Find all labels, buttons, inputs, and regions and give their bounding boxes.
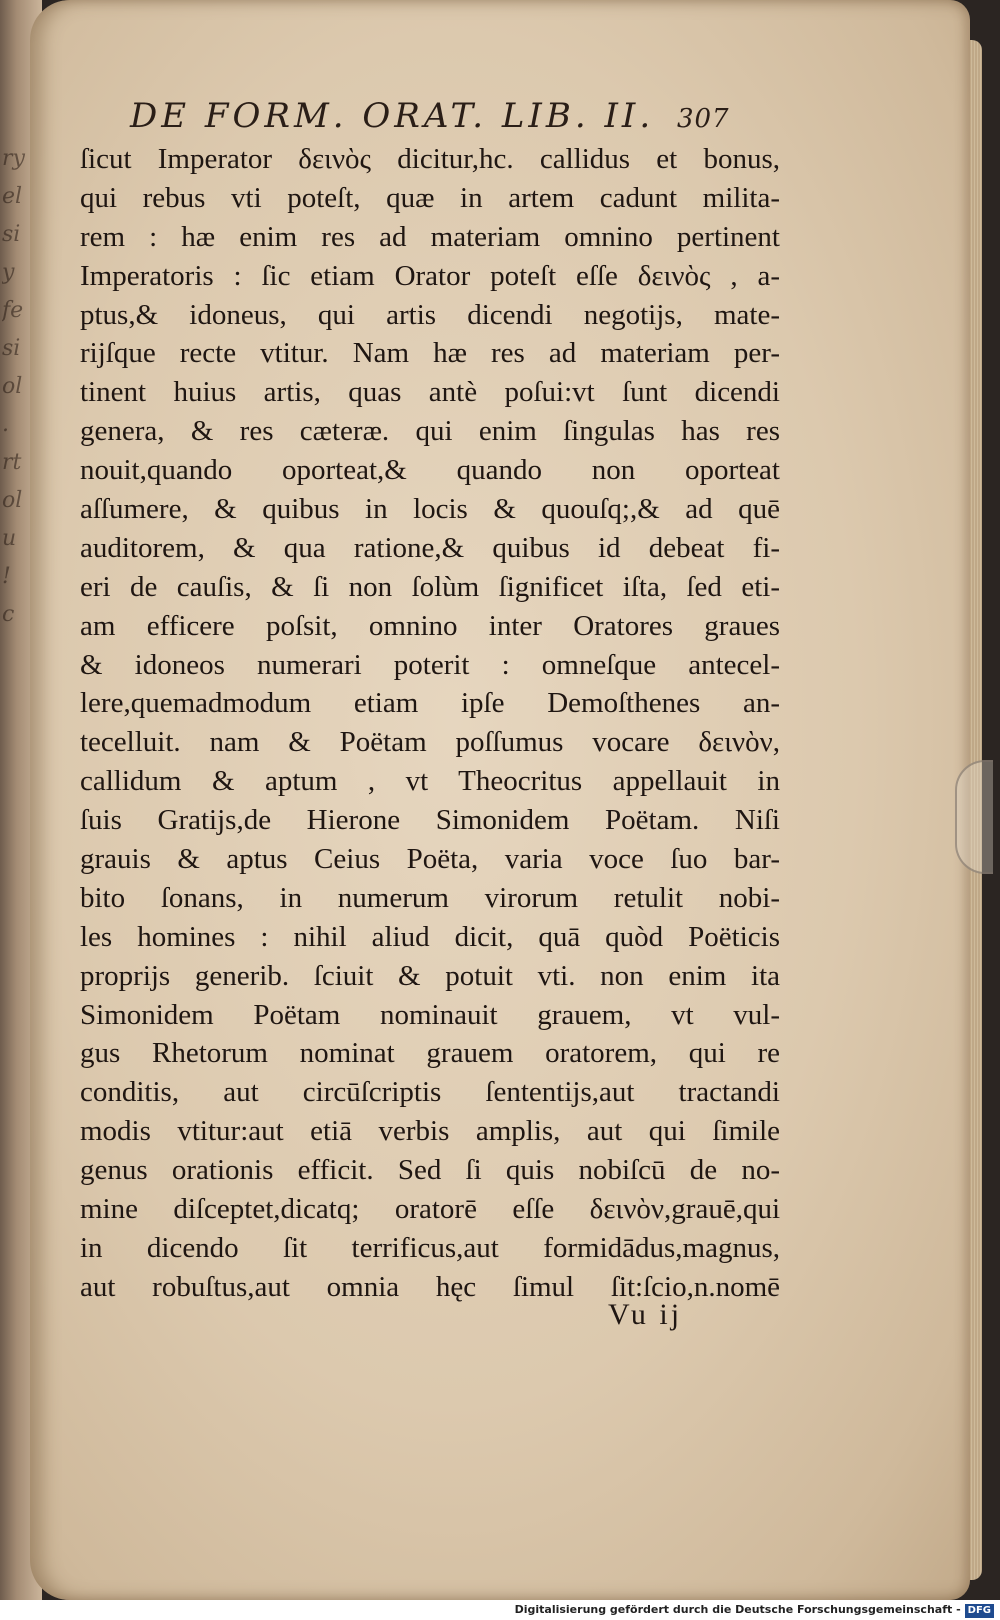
text-line: grauis & aptus Ceius Poëta, varia voce ſuo bar-	[80, 843, 780, 876]
text-line: callidum & aptum , vt Theocritus appellauit in	[80, 765, 780, 798]
digitization-credit	[0, 1600, 1000, 1620]
book-page	[30, 0, 970, 1600]
text-line: rijſque recte vtitur. Nam hæ res ad materiam per-	[80, 337, 780, 370]
text-line: auditorem, & qua ratione,& quibus id debeat fi-	[80, 531, 780, 564]
text-line: ptus,& idoneus, qui artis dicendi negotijs, mate-	[80, 298, 780, 331]
page-clip	[955, 760, 993, 874]
text-line: eri de cauſis, & ſi non ſolùm ſignificet iſta, ſed eti-	[80, 570, 780, 603]
dfg-logo: DFG	[965, 1604, 994, 1618]
text-line: in dicendo ſit terrificus,aut formidādus,magnus,	[80, 1231, 780, 1264]
text-line: lere,quemadmodum etiam ipſe Demoſthenes an-	[80, 687, 780, 720]
text-line: Imperatoris : ſic etiam Orator poteſt eſſe δεινὸς , a-	[80, 259, 780, 292]
running-title: DE FORM. ORAT. LIB. II.	[130, 96, 655, 136]
text-line: tecelluit. nam & Poëtam poſſumus vocare δεινὸν,	[80, 726, 780, 759]
text-line: ſicut Imperator δεινὸς dicitur,hc. callidus et bonus,	[80, 143, 780, 175]
text-line: mine diſceptet,dicatq; oratorē eſſe δεινὸν,grauē,qui	[80, 1193, 780, 1226]
text-line: aſſumere, & quibus in locis & quouſq;,& ad quē	[80, 493, 780, 526]
text-line: tinent huius artis, quas antè poſui:vt ſunt dicendi	[80, 376, 780, 409]
facing-page-text-fragments: ry el si y fe si ol . rt ol u ! c	[2, 146, 25, 627]
text-line: conditis, aut circūſcriptis ſententijs,aut tractandi	[80, 1076, 780, 1109]
text-line: & idoneos numerari poterit : omneſque antecel-	[80, 648, 780, 681]
footer-credit-text: Digitalisierung gefördert durch die Deutsche Forschungsgemeinschaft -	[514, 1603, 961, 1616]
text-line: genera, & res cæteræ. qui enim ſingulas has res	[80, 415, 780, 448]
text-line: nouit,quando oporteat,& quando non oporteat	[80, 454, 780, 487]
body-text	[80, 140, 780, 1307]
text-line: genus orationis efficit. Sed ſi quis nobiſcū de no-	[80, 1154, 780, 1187]
text-line: rem : hæ enim res ad materiam omnino pertinent	[80, 220, 780, 253]
text-line: gus Rhetorum nominat grauem oratorem, qui re	[80, 1037, 780, 1070]
folio-number: 307	[676, 104, 730, 134]
text-line: ſuis Gratijs,de Hierone Simonidem Poëtam. Niſi	[80, 804, 780, 837]
text-line: aut robuſtus,aut omnia hęc ſimul ſit:ſcio,n.nomē	[80, 1270, 780, 1303]
text-line: qui rebus vti poteſt, quæ in artem cadunt milita-	[80, 181, 780, 214]
text-line: am efficere poſsit, omnino inter Oratores graues	[80, 609, 780, 642]
text-line: proprijs generib. ſciuit & potuit vti. non enim ita	[80, 959, 780, 992]
text-line: Simonidem Poëtam nominauit grauem, vt vul-	[80, 998, 780, 1031]
running-header	[130, 96, 750, 136]
text-line: bito ſonans, in numerum virorum retulit nobi-	[80, 881, 780, 914]
text-line: les homines : nihil aliud dicit, quā quòd Poëticis	[80, 920, 780, 953]
signature-mark: Vu ij	[608, 1298, 683, 1331]
text-line: modis vtitur:aut etiā verbis amplis, aut qui ſimile	[80, 1115, 780, 1148]
